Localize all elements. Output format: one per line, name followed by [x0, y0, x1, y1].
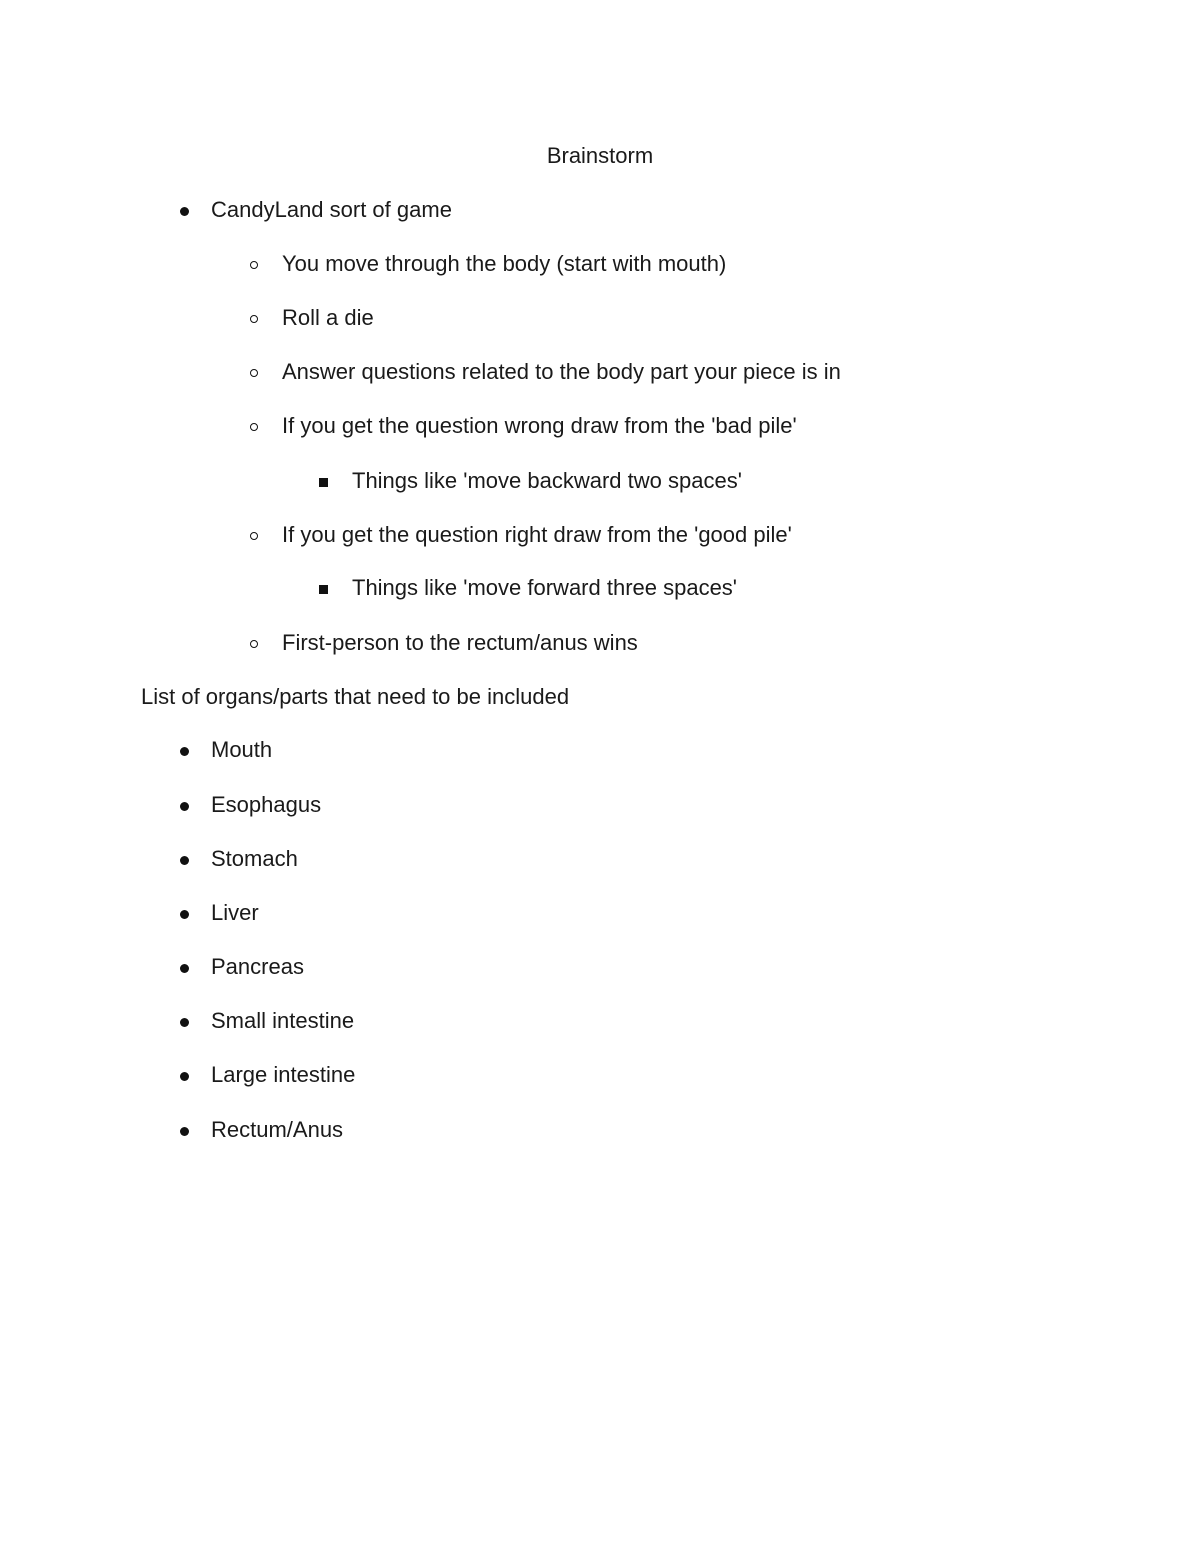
list-item-candyland: CandyLand sort of game [211, 197, 452, 222]
list-subsubitem: Things like 'move forward three spaces' [352, 575, 738, 600]
bullet-disc-icon [180, 802, 189, 811]
bullet-circle-icon [250, 315, 258, 323]
bullet-disc-icon [180, 1127, 189, 1136]
list-item: Esophagus [211, 792, 322, 817]
bullet-disc-icon [180, 1018, 189, 1027]
bullet-circle-icon [250, 369, 258, 377]
list-subitem: Answer questions related to the body part your piece is in [282, 359, 841, 384]
bullet-disc-icon [180, 747, 189, 756]
list-item: Small intestine [211, 1008, 355, 1033]
list-subitem: First-person to the rectum/anus wins [282, 630, 638, 655]
bullet-disc-icon [180, 964, 189, 973]
list-item: Liver [211, 900, 259, 925]
bullet-disc-icon [180, 856, 189, 865]
list-subitem: If you get the question right draw from the 'good pile' [282, 522, 792, 547]
bullet-disc-icon [180, 1072, 189, 1081]
bullet-circle-icon [250, 640, 258, 648]
list-subitem: You move through the body (start with mouth) [282, 251, 727, 276]
document-title: Brainstorm [546, 143, 654, 168]
bullet-square-icon [319, 585, 328, 594]
list-subsubitem: Things like 'move backward two spaces' [352, 468, 742, 493]
list-item: Stomach [211, 846, 298, 871]
list-subitem: If you get the question wrong draw from the 'bad pile' [282, 413, 797, 438]
bullet-square-icon [319, 478, 328, 487]
list-item: Mouth [211, 737, 273, 762]
bullet-circle-icon [250, 261, 258, 269]
list-item: Large intestine [211, 1062, 356, 1087]
list-item: Pancreas [211, 954, 304, 979]
bullet-disc-icon [180, 207, 189, 216]
bullet-circle-icon [250, 532, 258, 540]
bullet-disc-icon [180, 910, 189, 919]
list-item: Rectum/Anus [211, 1117, 344, 1142]
section-heading: List of organs/parts that need to be included [141, 684, 570, 709]
list-subitem: Roll a die [282, 305, 374, 330]
bullet-circle-icon [250, 423, 258, 431]
